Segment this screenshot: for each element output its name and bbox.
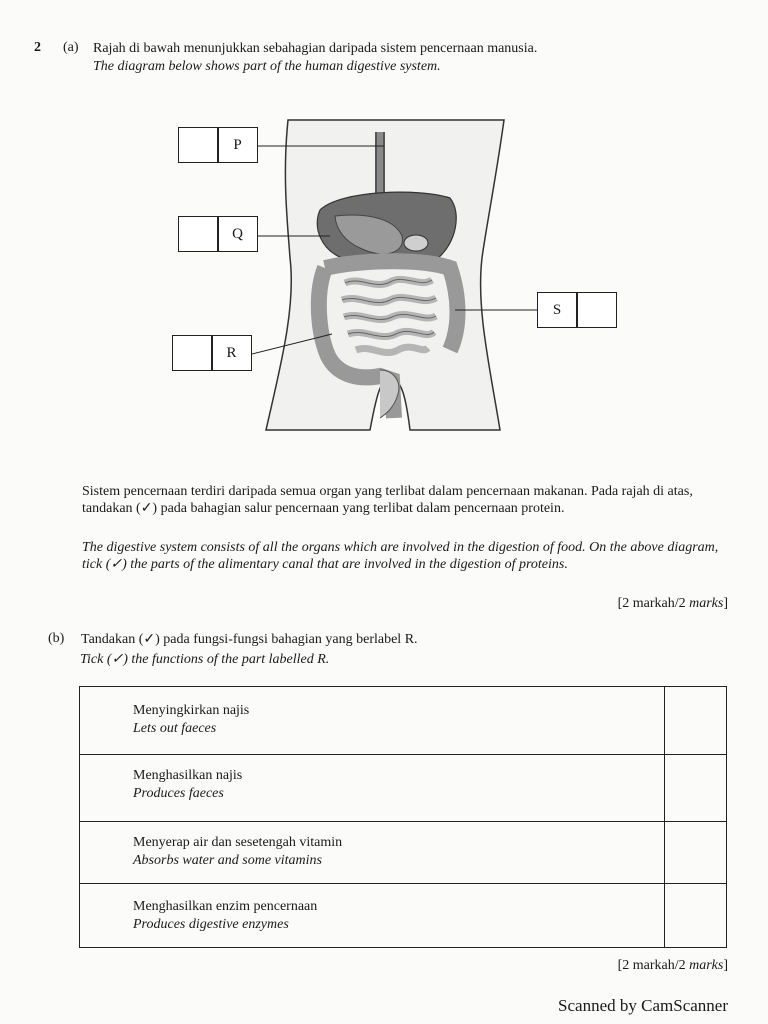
- part-a-label: (a): [63, 40, 79, 55]
- tick-box-r[interactable]: [173, 336, 211, 370]
- label-s: S: [552, 301, 562, 318]
- option-tick-box[interactable]: [664, 822, 726, 883]
- option-tick-box[interactable]: [664, 687, 726, 754]
- digestive-system-illustration: [170, 118, 630, 438]
- tick-box-p[interactable]: [179, 128, 217, 162]
- question-number: 2: [34, 40, 41, 55]
- part-b-instruction-english: Tick (✓) the functions of the part labelled R.: [80, 652, 330, 667]
- option-text: [133, 702, 249, 738]
- table-row: [80, 687, 726, 755]
- option-english: Lets out faeces: [133, 721, 217, 736]
- functions-table: [79, 686, 727, 948]
- table-row: [80, 822, 726, 884]
- marks-en: marks: [689, 596, 724, 611]
- option-text: [133, 834, 342, 870]
- label-box-r: [172, 335, 252, 371]
- part-b-marks: [618, 958, 728, 974]
- table-row: [80, 884, 726, 947]
- part-b-label: (b): [48, 631, 65, 646]
- option-malay: Menghasilkan enzim pencernaan: [133, 899, 318, 914]
- part-a-intro-malay: Rajah di bawah menunjukkan sebahagian daripada sistem pencernaan manusia.: [93, 41, 538, 56]
- option-malay: Menyerap air dan sesetengah vitamin: [133, 835, 343, 850]
- table-row: [80, 755, 726, 822]
- label-p: P: [233, 136, 242, 153]
- scanner-watermark: Scanned by CamScanner: [558, 996, 728, 1015]
- tick-box-q[interactable]: [179, 217, 217, 251]
- option-malay: Menyingkirkan najis: [133, 703, 250, 718]
- label-box-q: [178, 216, 258, 252]
- part-a-intro-english: The diagram below shows part of the human digestive system.: [93, 59, 441, 74]
- label-box-s: [537, 292, 617, 328]
- part-a-instruction-english: The digestive system consists of all the organs which are involved in the digestion of food. On the above diagram, tick (✓) the parts of the alimentary canal that are involved in the digestion of proteins.: [82, 540, 719, 572]
- option-english: Produces digestive enzymes: [133, 917, 289, 932]
- digestive-system-diagram: [170, 118, 630, 438]
- marks-en: marks: [689, 958, 724, 973]
- marks-ms: [2 markah/2: [617, 596, 690, 611]
- label-r: R: [226, 344, 237, 361]
- part-b-instruction-malay: Tandakan (✓) pada fungsi-fungsi bahagian yang berlabel R.: [81, 632, 418, 647]
- marks-close: ]: [723, 596, 728, 611]
- option-tick-box[interactable]: [664, 884, 726, 947]
- option-malay: Menghasilkan najis: [133, 768, 243, 783]
- part-a-instruction-malay: Sistem pencernaan terdiri daripada semua organ yang terlibat dalam pencernaan makanan. Pada rajah di atas, tandakan (✓) pada bahagian salur pencernaan yang terlibat dalam pencernaan protein.: [82, 484, 693, 516]
- option-text: [133, 898, 317, 934]
- part-a-marks: [618, 596, 728, 612]
- option-english: Produces faeces: [133, 786, 224, 801]
- marks-close: ]: [723, 958, 728, 973]
- option-tick-box[interactable]: [664, 755, 726, 821]
- marks-ms: [2 markah/2: [617, 958, 690, 973]
- option-text: [133, 767, 242, 803]
- option-english: Absorbs water and some vitamins: [133, 853, 322, 868]
- tick-box-s[interactable]: [578, 293, 616, 327]
- label-box-p: [178, 127, 258, 163]
- label-q: Q: [232, 225, 243, 242]
